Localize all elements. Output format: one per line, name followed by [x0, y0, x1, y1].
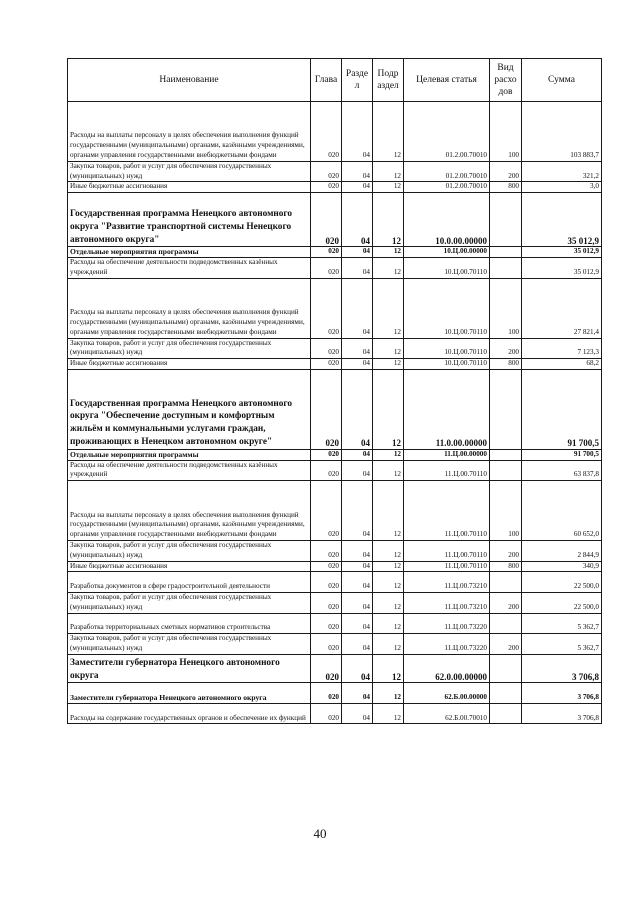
header-subsection: Подр аздел	[373, 59, 404, 102]
row-type-cell	[490, 369, 522, 449]
row-subsection-cell: 12	[373, 683, 404, 704]
table-row	[68, 634, 602, 655]
row-section-cell: 04	[342, 182, 373, 193]
row-name-cell: Расходы на выплаты персоналу в целях обеспечения выполнения функций государственными (муниципальными) органами, казёнными учреждениями, органами управления государственными внебюджетными фондами	[68, 481, 311, 541]
row-name-cell: Закупка товаров, работ и услуг для обеспечения государственных (муниципальных) нужд	[68, 592, 311, 613]
row-sum-cell: 5 362,7	[522, 634, 602, 655]
table-row	[68, 247, 602, 258]
table-row	[68, 561, 602, 572]
page-number: 40	[313, 826, 327, 841]
row-type-cell: 800	[490, 182, 522, 193]
row-target-cell: 10.0.00.00000	[404, 193, 490, 247]
row-type-cell	[490, 193, 522, 247]
row-type-cell: 200	[490, 634, 522, 655]
row-chapter-cell: 020	[311, 654, 342, 683]
table-row	[68, 182, 602, 193]
row-chapter-cell: 020	[311, 572, 342, 593]
table-row	[68, 449, 602, 460]
header-type: Вид расхо дов	[490, 59, 522, 102]
row-section-cell: 04	[342, 369, 373, 449]
row-section-cell: 04	[342, 338, 373, 359]
row-subsection-cell: 12	[373, 359, 404, 370]
row-target-cell: 62.Б.00.00000	[404, 683, 490, 704]
row-subsection-cell: 12	[373, 613, 404, 634]
row-type-cell	[490, 247, 522, 258]
row-name-cell: Иные бюджетные ассигнования	[68, 359, 311, 370]
row-target-cell: 10.Ц.00.70110	[404, 359, 490, 370]
row-section-cell: 04	[342, 258, 373, 279]
row-chapter-cell: 020	[311, 258, 342, 279]
row-target-cell: 10.Ц.00.70110	[404, 338, 490, 359]
table-row	[68, 572, 602, 593]
row-target-cell: 11.Ц.00.73210	[404, 572, 490, 593]
row-target-cell: 01.2.00.70010	[404, 102, 490, 162]
row-section-cell: 04	[342, 359, 373, 370]
row-section-cell: 04	[342, 247, 373, 258]
row-type-cell: 100	[490, 278, 522, 338]
table-row	[68, 338, 602, 359]
row-sum-cell: 68,2	[522, 359, 602, 370]
row-chapter-cell: 020	[311, 540, 342, 561]
row-subsection-cell: 12	[373, 592, 404, 613]
row-target-cell: 10.Ц.00.70110	[404, 258, 490, 279]
row-subsection-cell: 12	[373, 338, 404, 359]
row-chapter-cell: 020	[311, 613, 342, 634]
table-row	[68, 613, 602, 634]
row-type-cell: 100	[490, 481, 522, 541]
row-chapter-cell: 020	[311, 592, 342, 613]
row-type-cell	[490, 460, 522, 481]
row-target-cell: 11.Ц.00.70110	[404, 540, 490, 561]
row-sum-cell: 91 700,5	[522, 369, 602, 449]
row-type-cell: 200	[490, 338, 522, 359]
row-target-cell: 11.Ц.00.73220	[404, 613, 490, 634]
table-row	[68, 258, 602, 279]
row-section-cell: 04	[342, 540, 373, 561]
row-subsection-cell: 12	[373, 703, 404, 724]
row-target-cell: 11.Ц.00.73210	[404, 592, 490, 613]
row-subsection-cell: 12	[373, 161, 404, 182]
row-type-cell: 100	[490, 102, 522, 162]
row-subsection-cell: 12	[373, 460, 404, 481]
row-chapter-cell: 020	[311, 338, 342, 359]
row-sum-cell: 3 706,8	[522, 683, 602, 704]
row-type-cell	[490, 613, 522, 634]
table-row	[68, 369, 602, 449]
row-subsection-cell: 12	[373, 561, 404, 572]
row-section-cell: 04	[342, 161, 373, 182]
row-name-cell: Расходы на обеспечение деятельности подведомственных казённых учреждений	[68, 258, 311, 279]
row-name-cell: Расходы на выплаты персоналу в целях обеспечения выполнения функций государственными (муниципальными) органами, казёнными учреждениями, органами управления государственными внебюджетными фондами	[68, 278, 311, 338]
row-name-cell: Государственная программа Ненецкого автономного округа "Обеспечение доступным и комфортным жильём и коммунальными услугами граждан, проживающих в Ненецком автономном округе"	[68, 369, 311, 449]
table-row	[68, 703, 602, 724]
row-sum-cell: 35 012,9	[522, 247, 602, 258]
row-name-cell: Заместители губернатора Ненецкого автономного округа	[68, 654, 311, 683]
row-section-cell: 04	[342, 654, 373, 683]
row-subsection-cell: 12	[373, 572, 404, 593]
row-sum-cell: 35 012,9	[522, 258, 602, 279]
row-sum-cell: 60 652,0	[522, 481, 602, 541]
row-sum-cell: 5 362,7	[522, 613, 602, 634]
row-name-cell: Разработка документов в сфере градостроительной деятельности	[68, 572, 311, 593]
row-sum-cell: 321,2	[522, 161, 602, 182]
row-name-cell: Закупка товаров, работ и услуг для обеспечения государственных (муниципальных) нужд	[68, 338, 311, 359]
row-chapter-cell: 020	[311, 247, 342, 258]
row-chapter-cell: 020	[311, 561, 342, 572]
row-sum-cell: 3,0	[522, 182, 602, 193]
table-row	[68, 161, 602, 182]
row-target-cell: 01.2.00.70010	[404, 182, 490, 193]
row-subsection-cell: 12	[373, 481, 404, 541]
table-row	[68, 359, 602, 370]
budget-table	[67, 58, 602, 724]
row-section-cell: 04	[342, 592, 373, 613]
header-sum: Сумма	[522, 59, 602, 102]
row-sum-cell: 22 500,0	[522, 572, 602, 593]
row-sum-cell: 3 706,8	[522, 703, 602, 724]
table-header-row	[68, 59, 602, 102]
row-name-cell: Государственная программа Ненецкого автономного округа "Развитие транспортной системы Ненецкого автономного округа"	[68, 193, 311, 247]
row-chapter-cell: 020	[311, 359, 342, 370]
row-chapter-cell: 020	[311, 634, 342, 655]
row-section-cell: 04	[342, 481, 373, 541]
table-row	[68, 683, 602, 704]
table-row	[68, 654, 602, 683]
row-name-cell: Закупка товаров, работ и услуг для обеспечения государственных (муниципальных) нужд	[68, 634, 311, 655]
table-row	[68, 592, 602, 613]
row-section-cell: 04	[342, 683, 373, 704]
row-name-cell: Заместители губернатора Ненецкого автономного округа	[68, 683, 311, 704]
table-row	[68, 540, 602, 561]
row-chapter-cell: 020	[311, 369, 342, 449]
row-target-cell: 11.Ц.00.70110	[404, 561, 490, 572]
row-sum-cell: 27 821,4	[522, 278, 602, 338]
row-chapter-cell: 020	[311, 481, 342, 541]
row-subsection-cell: 12	[373, 369, 404, 449]
table-row	[68, 278, 602, 338]
row-type-cell: 800	[490, 561, 522, 572]
row-type-cell	[490, 654, 522, 683]
row-subsection-cell: 12	[373, 654, 404, 683]
table-row	[68, 481, 602, 541]
row-chapter-cell: 020	[311, 683, 342, 704]
row-chapter-cell: 020	[311, 449, 342, 460]
header-target: Целевая статья	[404, 59, 490, 102]
row-name-cell: Закупка товаров, работ и услуг для обеспечения государственных (муниципальных) нужд	[68, 161, 311, 182]
row-section-cell: 04	[342, 572, 373, 593]
row-name-cell: Расходы на содержание государственных органов и обеспечение их функций	[68, 703, 311, 724]
row-target-cell: 01.2.00.70010	[404, 161, 490, 182]
row-target-cell: 62.0.00.00000	[404, 654, 490, 683]
row-type-cell	[490, 449, 522, 460]
row-chapter-cell: 020	[311, 182, 342, 193]
row-chapter-cell: 020	[311, 460, 342, 481]
row-type-cell: 200	[490, 540, 522, 561]
row-section-cell: 04	[342, 703, 373, 724]
row-name-cell: Отдельные мероприятия программы	[68, 247, 311, 258]
row-sum-cell: 2 844,9	[522, 540, 602, 561]
row-section-cell: 04	[342, 634, 373, 655]
row-target-cell: 11.Ц.00.70110	[404, 460, 490, 481]
row-chapter-cell: 020	[311, 161, 342, 182]
table-row	[68, 102, 602, 162]
row-subsection-cell: 12	[373, 258, 404, 279]
header-chapter: Глава	[311, 59, 342, 102]
row-type-cell	[490, 258, 522, 279]
row-subsection-cell: 12	[373, 634, 404, 655]
row-name-cell: Разработка территориальных сметных нормативов строительства	[68, 613, 311, 634]
row-section-cell: 04	[342, 278, 373, 338]
row-section-cell: 04	[342, 460, 373, 481]
row-name-cell: Отдельные мероприятия программы	[68, 449, 311, 460]
row-target-cell: 11.Ц.00.70110	[404, 481, 490, 541]
row-target-cell: 10.Ц.00.70110	[404, 278, 490, 338]
row-name-cell: Иные бюджетные ассигнования	[68, 561, 311, 572]
row-subsection-cell: 12	[373, 540, 404, 561]
row-name-cell: Закупка товаров, работ и услуг для обеспечения государственных (муниципальных) нужд	[68, 540, 311, 561]
row-subsection-cell: 12	[373, 278, 404, 338]
row-type-cell	[490, 683, 522, 704]
row-target-cell: 11.0.00.00000	[404, 369, 490, 449]
row-subsection-cell: 12	[373, 102, 404, 162]
row-chapter-cell: 020	[311, 102, 342, 162]
row-chapter-cell: 020	[311, 278, 342, 338]
row-section-cell: 04	[342, 193, 373, 247]
row-target-cell: 11.Ц.00.73220	[404, 634, 490, 655]
row-name-cell: Расходы на выплаты персоналу в целях обеспечения выполнения функций государственными (муниципальными) органами, казёнными учреждениями, органами управления государственными внебюджетными фондами	[68, 102, 311, 162]
row-subsection-cell: 12	[373, 182, 404, 193]
row-section-cell: 04	[342, 561, 373, 572]
row-type-cell: 200	[490, 592, 522, 613]
row-sum-cell: 63 837,8	[522, 460, 602, 481]
table-body	[68, 102, 602, 724]
table-row	[68, 460, 602, 481]
row-section-cell: 04	[342, 102, 373, 162]
row-sum-cell: 91 700,5	[522, 449, 602, 460]
row-type-cell	[490, 572, 522, 593]
row-chapter-cell: 020	[311, 703, 342, 724]
row-section-cell: 04	[342, 613, 373, 634]
row-chapter-cell: 020	[311, 193, 342, 247]
header-section: Разде л	[342, 59, 373, 102]
row-sum-cell: 340,9	[522, 561, 602, 572]
row-sum-cell: 3 706,8	[522, 654, 602, 683]
row-sum-cell: 22 500,0	[522, 592, 602, 613]
row-subsection-cell: 12	[373, 193, 404, 247]
row-target-cell: 62.Б.00.70010	[404, 703, 490, 724]
row-sum-cell: 35 012,9	[522, 193, 602, 247]
row-type-cell: 800	[490, 359, 522, 370]
row-target-cell: 10.Ц.00.00000	[404, 247, 490, 258]
row-sum-cell: 103 883,7	[522, 102, 602, 162]
row-type-cell	[490, 703, 522, 724]
row-name-cell: Иные бюджетные ассигнования	[68, 182, 311, 193]
row-name-cell: Расходы на обеспечение деятельности подведомственных казённых учреждений	[68, 460, 311, 481]
row-sum-cell: 7 123,3	[522, 338, 602, 359]
table-row	[68, 193, 602, 247]
row-subsection-cell: 12	[373, 449, 404, 460]
row-subsection-cell: 12	[373, 247, 404, 258]
row-section-cell: 04	[342, 449, 373, 460]
row-target-cell: 11.Ц.00.00000	[404, 449, 490, 460]
header-name: Наименование	[68, 59, 311, 102]
row-type-cell: 200	[490, 161, 522, 182]
